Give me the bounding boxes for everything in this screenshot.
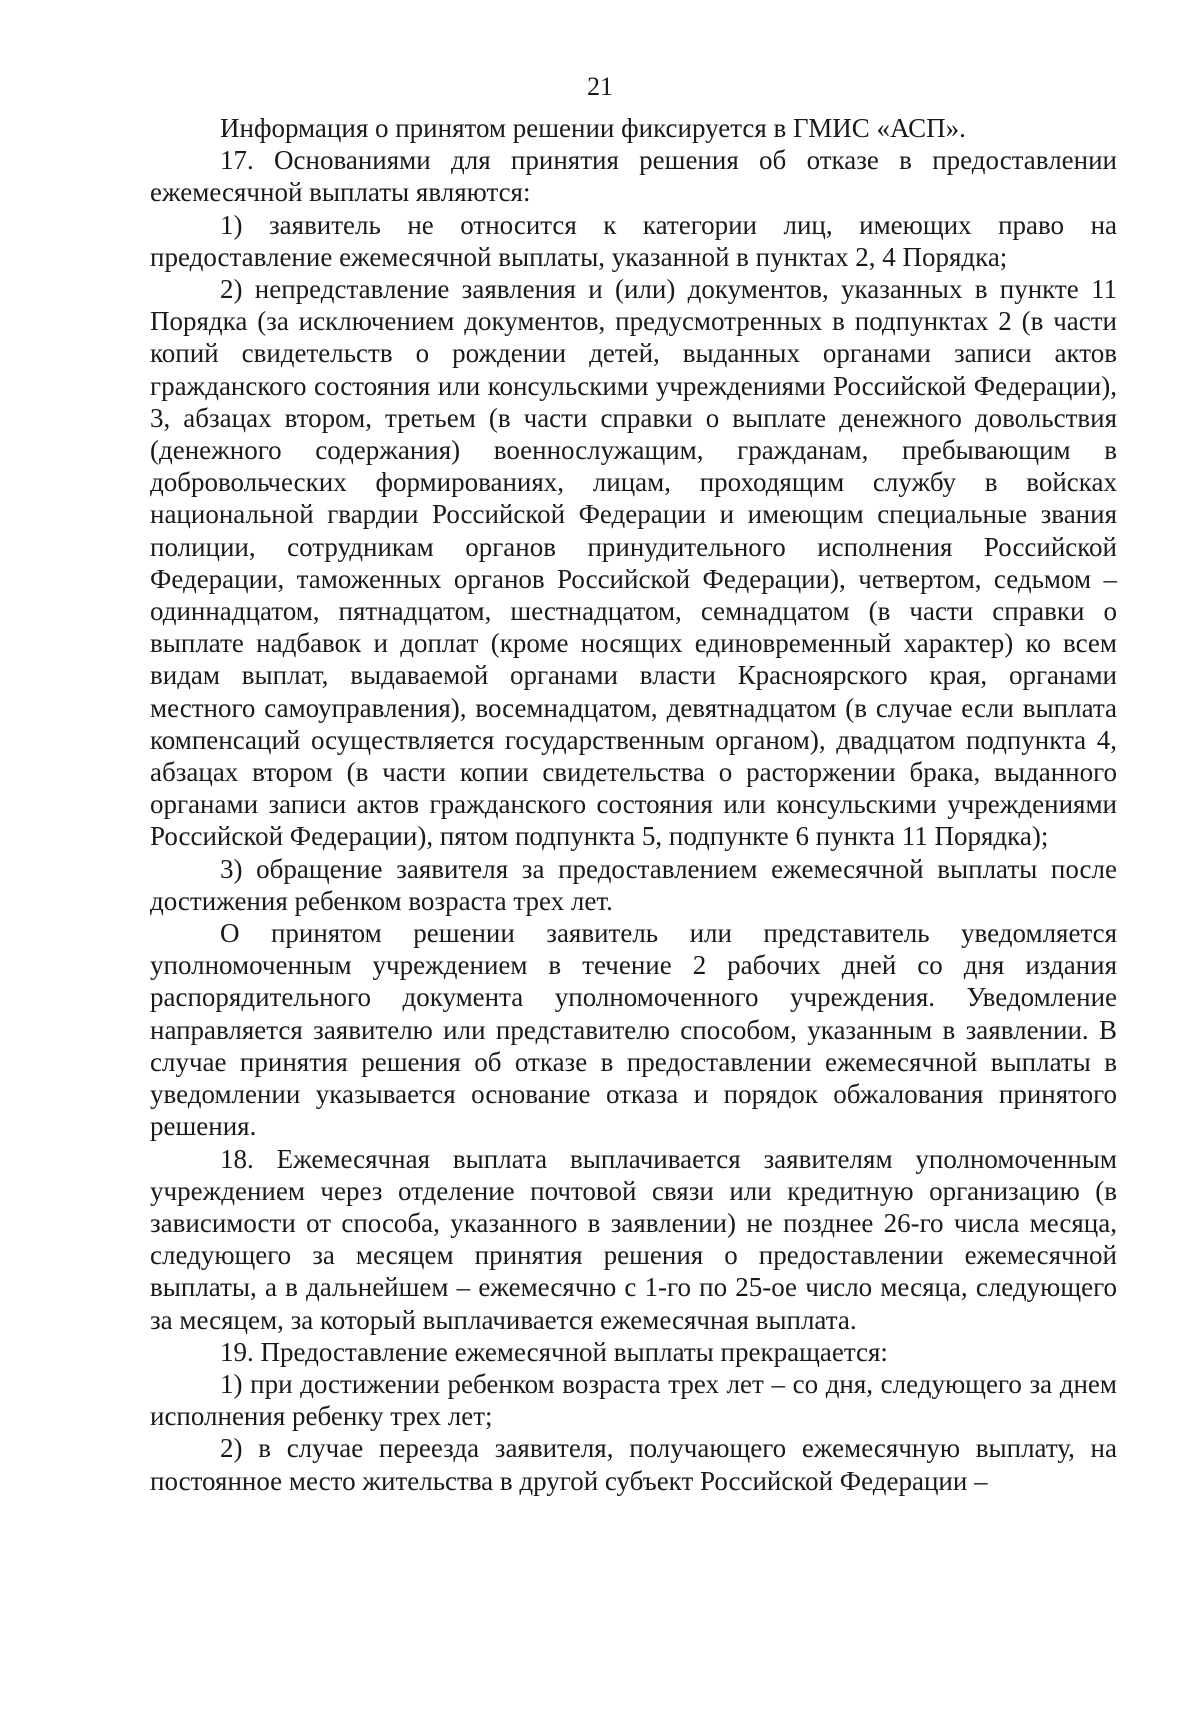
paragraph-item-17: 17. Основаниями для принятия решения об отказе в предоставлении ежемесячной выплаты являются: [150, 145, 1117, 208]
paragraph-subitem-3: 3) обращение заявителя за предоставлением ежемесячной выплаты после достижения ребенком возраста трех лет. [150, 853, 1117, 916]
page-number: 21 [587, 72, 613, 101]
document-body [150, 112, 1117, 1497]
paragraph-item-19-subitem-2: 2) в случае переезда заявителя, получающего ежемесячную выплату, на постоянное место жительства в другой субъект Российской Федерации – [150, 1433, 1117, 1496]
paragraph-notification: О принятом решении заявитель или представитель уведомляется уполномоченным учреждением в течение 2 рабочих дней со дня издания распорядительного документа уполномоченного учреждения. Уведомление направляется заявителю или представителю способом, указанным в заявлении. В случае принятия решения об отказе в предоставлении ежемесячной выплаты в уведомлении указывается основание отказа и порядок обжалования принятого решения. [150, 918, 1117, 1142]
paragraph-subitem-1: 1) заявитель не относится к категории лиц, имеющих право на предоставление ежемесячной выплаты, указанной в пунктах 2, 4 Порядка; [150, 209, 1117, 272]
paragraph-item-19-subitem-1: 1) при достижении ребенком возраста трех лет – со дня, следующего за днем исполнения ребенку трех лет; [150, 1368, 1117, 1432]
paragraph-subitem-2: 2) непредставление заявления и (или) документов, указанных в пункте 11 Порядка (за исключением документов, предусмотренных в подпунктах 2 (в части копий свидетельств о рождении детей, выданных органами записи актов гражданского состояния или консульскими учреждениями Российской Федерации), 3, абзацах втором, третьем (в части справки о выплате денежного довольствия (денежного содержания) военнослужащим, гражданам, пребывающим в добровольческих формированиях, лицам, проходящим службу в войсках национальной гвардии Российской Федерации и имеющим специальные звания полиции, сотрудникам органов принудительного исполнения Российской Федерации, таможенных органов Российской Федерации), четвертом, седьмом – одиннадцатом, пятнадцатом, шестнадцатом, семнадцатом (в части справки о выплате надбавок и доплат (кроме носящих единовременный характер) ко всем видам выплат, выдаваемой органами власти Красноярского края, органами местного самоуправления), восемнадцатом, девятнадцатом (в случае если выплата компенсаций осуществляется государственным органом), двадцатом подпункта 4, абзацах втором (в части копии свидетельства о расторжении брака, выданного органами записи актов гражданского состояния или консульскими учреждениями Российской Федерации), пятом подпункта 5, подпункте 6 пункта 11 Порядка); [150, 274, 1117, 852]
paragraph-item-18: 18. Ежемесячная выплата выплачивается заявителям уполномоченным учреждением через отделение почтовой связи или кредитную организацию (в зависимости от способа, указанного в заявлении) не позднее 26-го числа месяца, следующего за месяцем принятия решения о предоставлении ежемесячной выплаты, а в дальнейшем – ежемесячно с 1-го по 25-ое число месяца, следующего за месяцем, за который выплачивается ежемесячная выплата. [150, 1143, 1117, 1335]
paragraph-info-recorded: Информация о принятом решении фиксируется в ГМИС «АСП». [220, 113, 966, 143]
paragraph-item-19: 19. Предоставление ежемесячной выплаты прекращается: [220, 1336, 888, 1367]
